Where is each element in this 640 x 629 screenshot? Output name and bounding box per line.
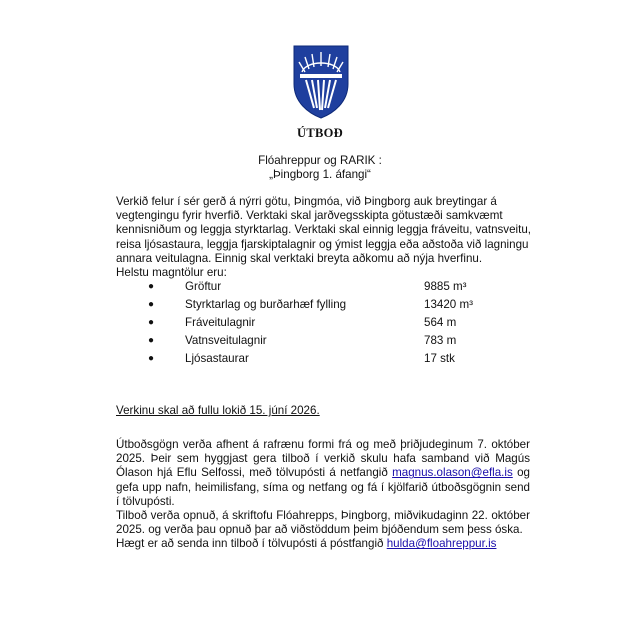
quantities-list [148,278,508,368]
list-item [148,296,508,314]
quantity-name: Fráveitulagnir [185,316,256,329]
bullet-icon: ● [148,353,155,364]
availability-paragraph [116,438,530,509]
submit-email-link[interactable]: hulda@floahreppur.is [386,537,497,551]
quantity-name: Vatnsveitulagnir [185,334,267,347]
bullet-icon: ● [148,281,155,292]
quantity-name: Gröftur [185,280,222,293]
quantity-value: 17 stk [424,352,455,365]
list-item [148,278,508,296]
quantity-value: 13420 m³ [424,298,473,311]
document-title: ÚTBOÐ [297,126,343,140]
deadline-text: Verkinu skal að fullu lokið 15. júní 2026. [116,404,320,417]
list-item [148,332,508,350]
bullet-icon: ● [148,335,155,346]
subtitle-parties: Flóahreppur og RARIK : [258,154,382,167]
bullet-icon: ● [148,317,155,328]
list-item [148,350,508,368]
quantity-name: Styrktarlag og burðarhæf fylling [185,298,347,311]
tender-info-section [116,438,530,552]
bullet-icon: ● [148,299,155,310]
subtitle-project: „Þingborg 1. áfangi“ [269,168,371,181]
quantity-name: Ljósastaurar [185,352,249,365]
quantity-value: 564 m [424,316,457,329]
email-submit-text: Hægt er að senda inn tilboð í tölvupósti á póstfangið [116,537,387,551]
list-item [148,314,508,332]
availability-text-after: og gefa upp nafn, heimilisfang, síma og netfang og fá í kjölfarið útboðsgögnin send í tölvupósti. [116,466,530,508]
email-submit-paragraph [116,537,530,551]
coat-of-arms-icon [292,44,350,120]
quantity-value: 9885 m³ [424,280,467,293]
contact-email-link[interactable]: magnus.olason@efla.is [392,466,513,480]
quantities-intro: Helstu magntölur eru: [116,266,227,280]
quantity-value: 783 m [424,334,457,347]
intro-section [116,195,536,280]
availability-text: Útboðsgögn verða afhent á rafrænu formi frá og með þriðjudeginum 7. október 2025. Þeir sem hyggjast gera tilboð í verkið skulu hafa samband við Magús Ólason hjá Eflu Selfossi, með tölvupósti á netfangið [116,438,530,480]
intro-paragraph: Verkið felur í sér gerð á nýrri götu, Þingmóa, við Þingborg auk breytingar á vegtengingu fyrir hverfið. Verktaki skal jarðvegsskipta götustæði samkvæmt kennisniðum og leggja styrktarlag. Verktaki skal einnig leggja fráveitu, vatnsveitu, reisa ljósastaura, leggja fjarskiptalagnir og ýmist leggja eða aðstoða við lagningu annara veitulagna. Einnig skal verktaki breyta aðkomu að nýja hverfinu. [116,195,532,265]
opening-paragraph: Tilboð verða opnuð, á skriftofu Flóahrepps, Þingborg, miðvikudaginn 22. október 2025. og verða þau opnuð þar að viðstöddum þeim bjóðendum sem þess óska. [116,509,530,537]
